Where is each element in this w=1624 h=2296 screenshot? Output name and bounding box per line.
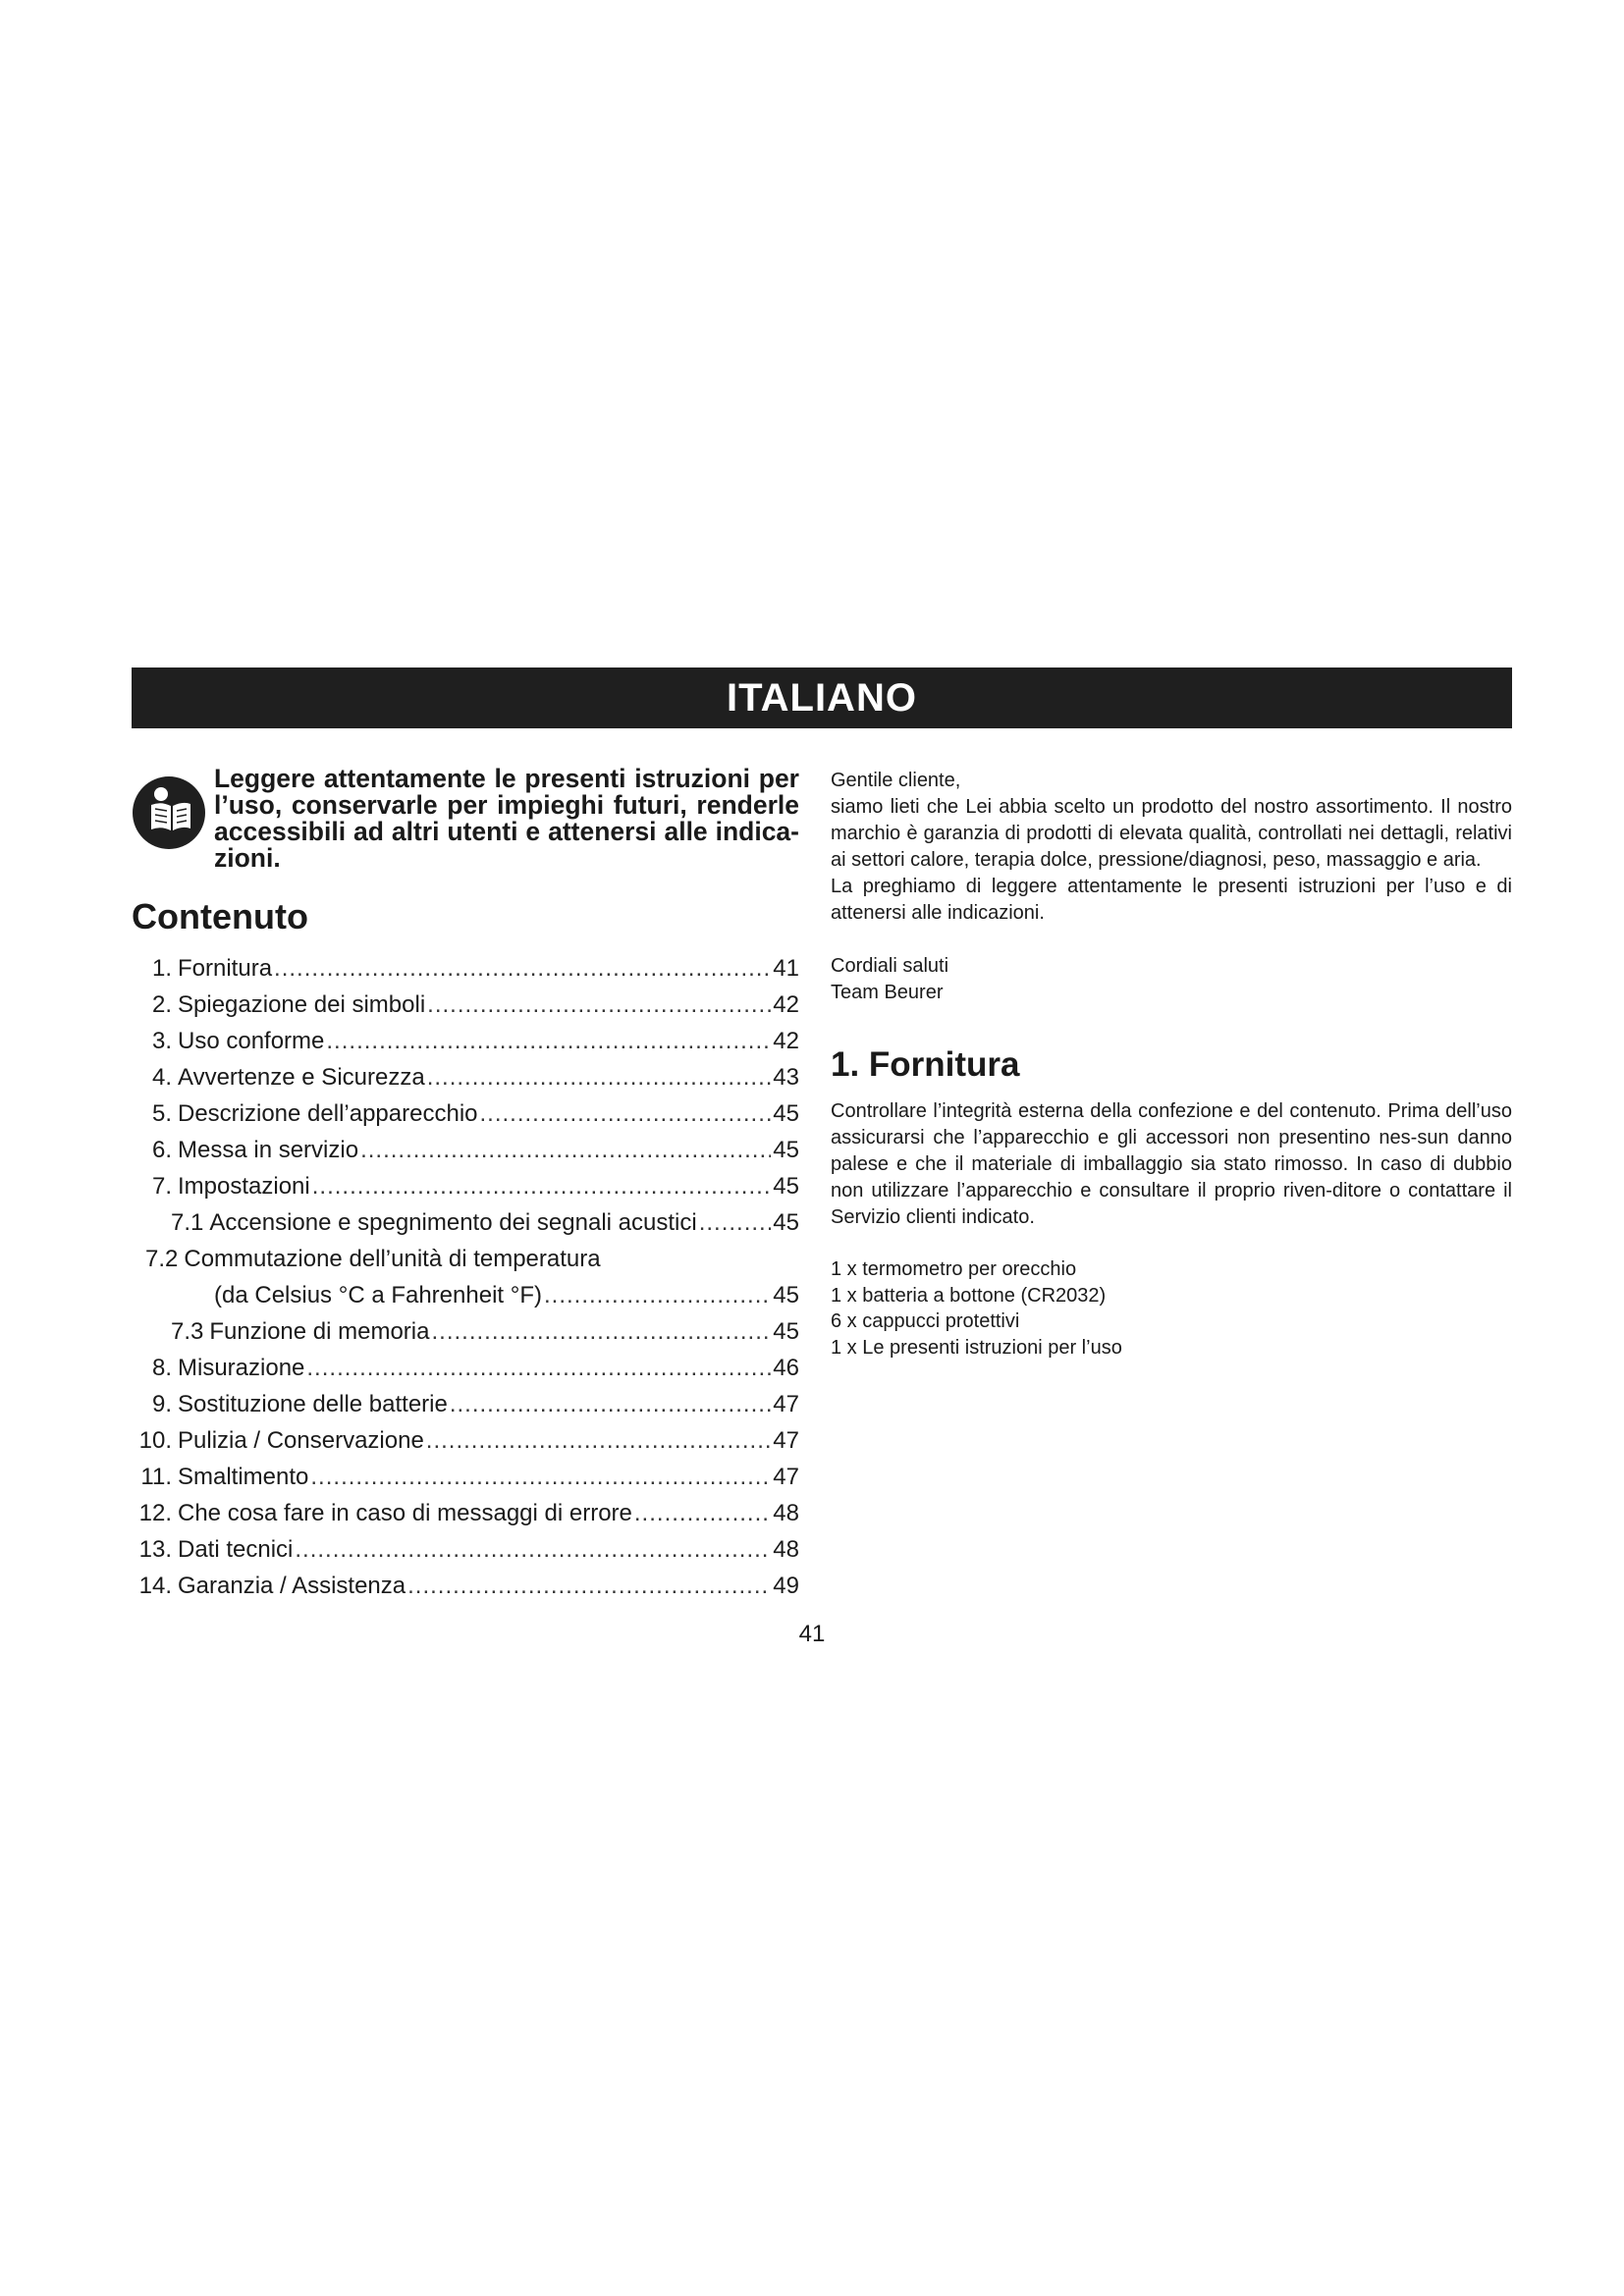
- table-of-contents: [132, 950, 799, 1604]
- list-item: 1 x batteria a bottone (CR2032): [831, 1284, 1107, 1307]
- toc-item[interactable]: 9. Sostituzione delle batterie ..... 47: [132, 1386, 799, 1422]
- intro-paragraph: La preghiamo di leggere attentamente le presenti istruzioni per l’uso e di attenersi alle indicazioni.: [831, 876, 1512, 924]
- list-item: 1 x Le presenti istruzioni per l’uso: [831, 1336, 1122, 1359]
- toc-item[interactable]: 7. Impostazioni ..... 45: [132, 1168, 799, 1204]
- warning-notice: [132, 766, 799, 872]
- page-number: 41: [798, 1621, 826, 1647]
- list-item: 1 x termometro per orecchio: [831, 1258, 1077, 1280]
- toc-item[interactable]: 1. Fornitura ..... 41: [132, 950, 799, 987]
- left-column: [132, 766, 799, 1604]
- toc-item[interactable]: 5. Descrizione dell’apparecchio ..... 45: [132, 1095, 799, 1132]
- closing: Cordiali saluti: [831, 955, 949, 977]
- greeting: Gentile cliente,: [831, 770, 961, 791]
- list-item: 6 x cappucci protettivi: [831, 1310, 1020, 1332]
- section-text: Controllare l’integrità esterna della confezione e del contenuto. Prima dell’uso assicurarsi che l’apparecchio e gli accessori non presentino nes-sun danno palese e che il materiale di imballaggio sia stato rimosso. In caso di dubbio non utilizzare l’apparecchio e consultare il proprio riven-ditore o contattare il Servizio clienti indicato.: [831, 1100, 1512, 1228]
- toc-item[interactable]: 6. Messa in servizio ..... 45: [132, 1132, 799, 1168]
- toc-item[interactable]: 4. Avvertenze e Sicurezza ..... 43: [132, 1059, 799, 1095]
- toc-subitem[interactable]: 7.3 Funzione di memoria ..... 45: [132, 1313, 799, 1350]
- toc-item[interactable]: 12. Che cosa fare in caso di messaggi di errore ..... 48: [132, 1495, 799, 1531]
- toc-title: Contenuto: [132, 896, 308, 936]
- language-header: ITALIANO: [132, 667, 1512, 728]
- toc-subitem[interactable]: 7.2 Commutazione dell’unità di temperatura: [145, 1246, 601, 1272]
- read-manual-icon: [132, 775, 206, 850]
- toc-item[interactable]: 14. Garanzia / Assistenza ..... 49: [132, 1568, 799, 1604]
- delivery-list: [831, 1256, 1512, 1361]
- signature: Team Beurer: [831, 982, 944, 1003]
- toc-subitem-continuation[interactable]: (da Celsius °C a Fahrenheit °F) ..... 45: [132, 1277, 799, 1313]
- toc-item[interactable]: 3. Uso conforme ..... 42: [132, 1023, 799, 1059]
- section-title: 1. Fornitura: [831, 1045, 1020, 1084]
- toc-item[interactable]: 2. Spiegazione dei simboli ..... 42: [132, 987, 799, 1023]
- toc-subitem[interactable]: 7.1 Accensione e spegnimento dei segnali acustici ..... 45: [132, 1204, 799, 1241]
- toc-item[interactable]: 11. Smaltimento ..... 47: [132, 1459, 799, 1495]
- toc-item[interactable]: 8. Misurazione ..... 46: [132, 1350, 799, 1386]
- toc-item[interactable]: 13. Dati tecnici ..... 48: [132, 1531, 799, 1568]
- right-column: [831, 768, 1512, 1361]
- warning-text: Leggere attentamente le presenti istruzioni per l’uso, conservarle per impieghi futuri, renderle accessibili ad altri utenti e attenersi alle indica-zioni.: [214, 764, 799, 873]
- toc-item[interactable]: 10. Pulizia / Conservazione ..... 47: [132, 1422, 799, 1459]
- intro-paragraph: siamo lieti che Lei abbia scelto un prodotto del nostro assortimento. Il nostro marchio è garanzia di prodotti di elevata qualità, controllati nei dettagli, relativi ai settori calore, terapia dolce, pressione/diagnosi, peso, massaggio e aria.: [831, 796, 1512, 871]
